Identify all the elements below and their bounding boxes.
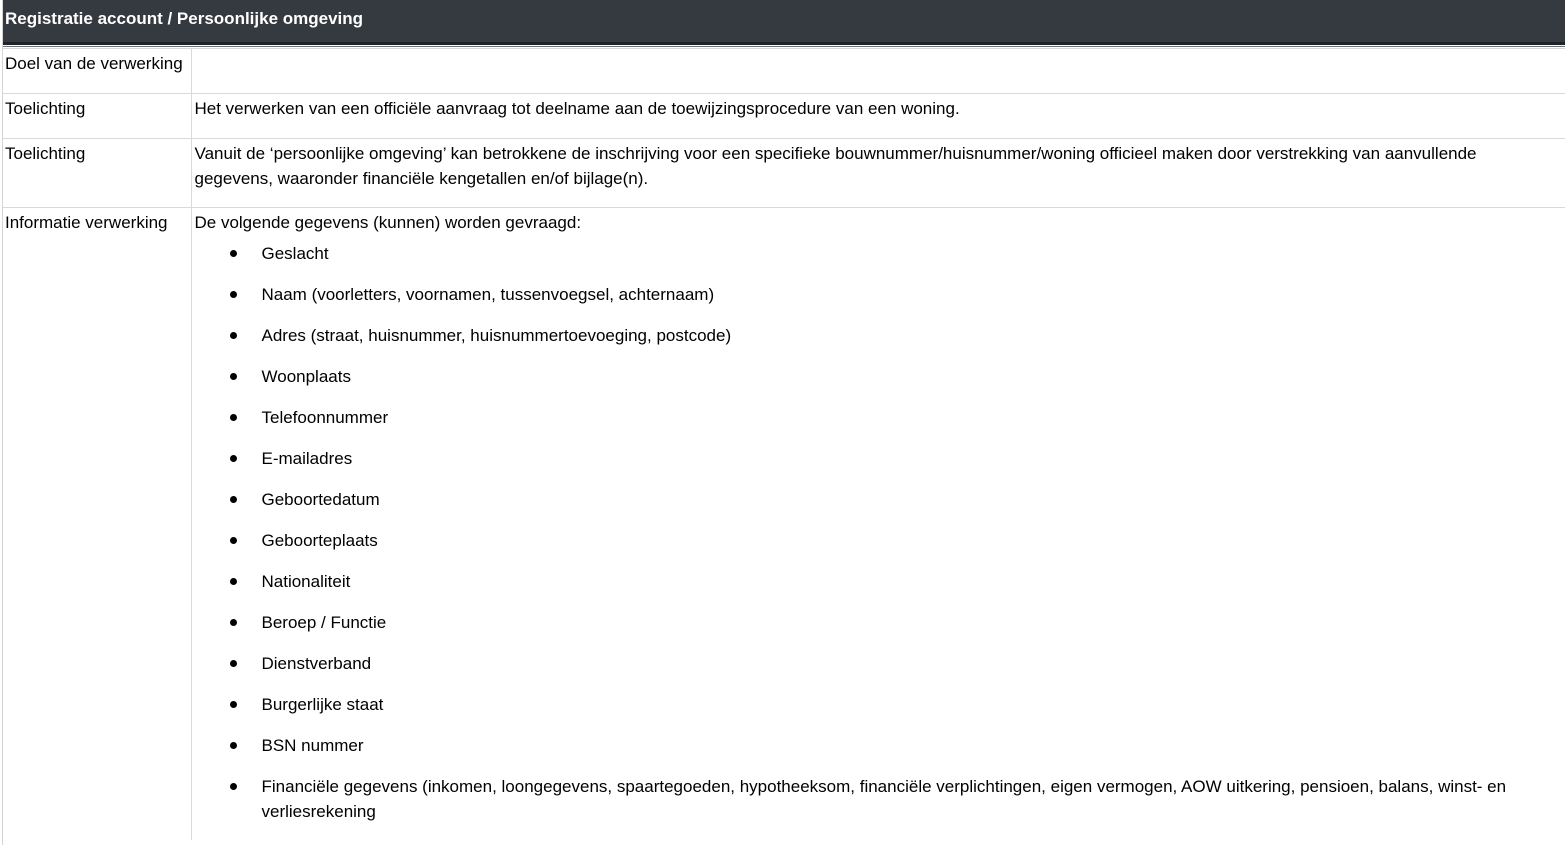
list-item-text: Financiële gegevens (inkomen, loongegevens, spaartegoeden, hypotheeksom, financiële verplichtingen, eigen vermogen, AOW uitkering, pensioen, balans, winst- en verliesrekening (261, 777, 1507, 821)
list-item-text: BSN nummer (261, 736, 364, 755)
bullet-icon (230, 414, 237, 421)
list-item (195, 774, 1560, 824)
row-value: Vanuit de ‘persoonlijke omgeving’ kan betrokkene de inschrijving voor een specifieke bouwnummer/huisnummer/woning officieel maken door verstrekking van aanvullende gegevens, waaronder financiële kengetallen en/of bijlage(n). (191, 139, 1565, 208)
bullet-icon (230, 455, 237, 462)
bullet-icon (230, 250, 237, 257)
list-item (195, 610, 1560, 635)
document (2, 0, 1565, 845)
row-value (191, 49, 1565, 94)
list-item (195, 241, 1560, 266)
section-title: Registratie account / Persoonlijke omgeving (5, 9, 364, 28)
row-label: Toelichting (3, 94, 191, 139)
table-row (3, 139, 1565, 208)
row-value: De volgende gegevens (kunnen) worden gevraagd: (194, 213, 582, 232)
bullet-icon (230, 701, 237, 708)
list-item (195, 282, 1560, 307)
list-item-text: Burgerlijke staat (261, 695, 384, 714)
table-row (3, 94, 1565, 139)
bullet-icon (230, 619, 237, 626)
list-item (195, 569, 1560, 594)
bullet-icon (230, 496, 237, 503)
list-item-text: Geboorteplaats (261, 531, 378, 550)
list-item-text: Dienstverband (261, 654, 372, 673)
list-item (195, 528, 1560, 553)
list-item-text: E-mailadres (261, 449, 353, 468)
data-items-list (195, 241, 1560, 824)
list-item-text: Geboortedatum (261, 490, 380, 509)
list-item-text: Nationaliteit (261, 572, 351, 591)
bullet-icon (230, 332, 237, 339)
row-value: Het verwerken van een officiële aanvraag tot deelname aan de toewijzingsprocedure van een woning. (191, 94, 1565, 139)
table-row (3, 49, 1565, 94)
list-item-text: Beroep / Functie (261, 613, 387, 632)
list-item-text: Naam (voorletters, voornamen, tussenvoegsel, achternaam) (261, 285, 715, 304)
section-header (3, 0, 1565, 45)
list-item-text: Adres (straat, huisnummer, huisnummertoevoeging, postcode) (261, 326, 732, 345)
bullet-icon (230, 537, 237, 544)
bullet-icon (230, 783, 237, 790)
table-row (3, 208, 1565, 841)
bullet-icon (230, 742, 237, 749)
list-item (195, 446, 1560, 471)
bullet-icon (230, 291, 237, 298)
list-item-text: Telefoonnummer (261, 408, 389, 427)
list-item-text: Geslacht (261, 244, 329, 263)
list-item (195, 405, 1560, 430)
bullet-icon (230, 578, 237, 585)
list-item-text: Woonplaats (261, 367, 351, 386)
row-label: Toelichting (3, 139, 191, 208)
processing-table (3, 48, 1565, 840)
list-item (195, 692, 1560, 717)
row-value-container (191, 208, 1565, 841)
list-item (195, 487, 1560, 512)
row-label: Informatie verwerking (3, 208, 191, 841)
list-item (195, 733, 1560, 758)
bullet-icon (230, 373, 237, 380)
list-item (195, 364, 1560, 389)
bullet-icon (230, 660, 237, 667)
row-label: Doel van de verwerking (3, 49, 191, 94)
list-item (195, 323, 1560, 348)
list-item (195, 651, 1560, 676)
